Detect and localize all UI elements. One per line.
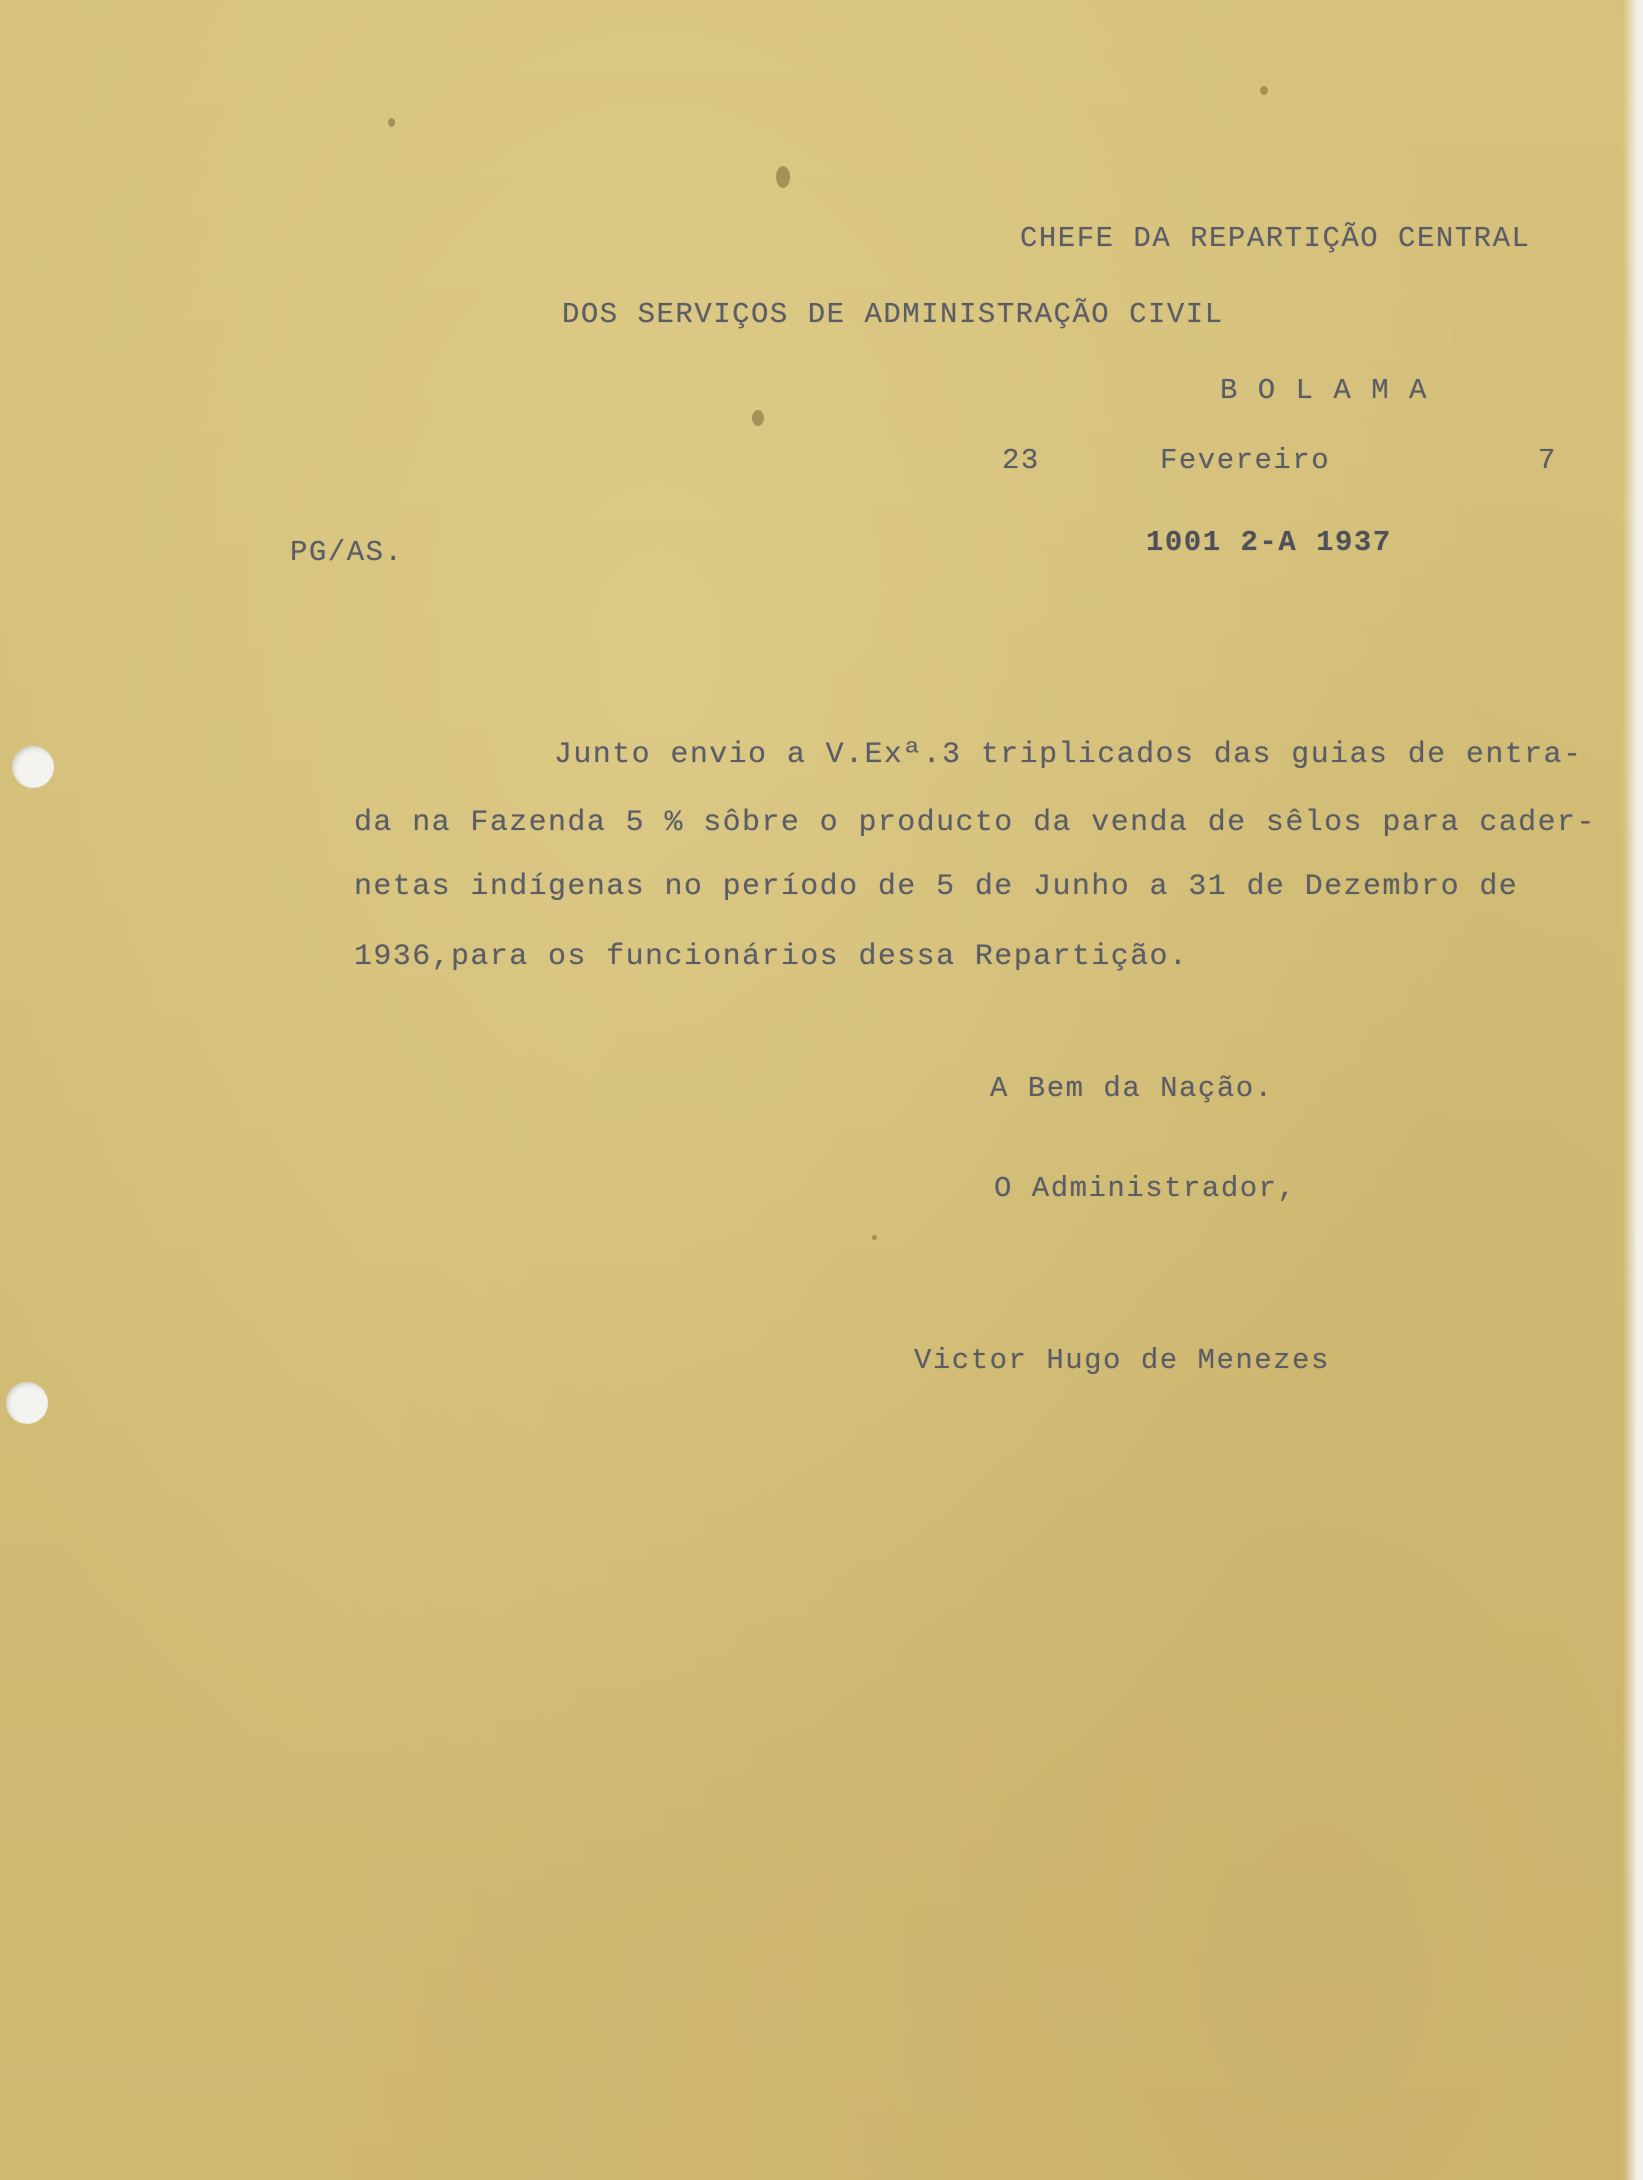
date-month: Fevereiro — [1160, 444, 1331, 477]
date-year-digit: 7 — [1538, 444, 1557, 477]
stain-speck — [872, 1235, 877, 1240]
stain-speck — [1260, 86, 1268, 95]
signatory-name: Victor Hugo de Menezes — [914, 1344, 1330, 1377]
body-line-4: 1936,para os funcionários dessa Repartição. — [354, 940, 1189, 974]
closing-salutation: A Bem da Nação. — [990, 1072, 1274, 1105]
header-line-2: DOS SERVIÇOS DE ADMINISTRAÇÃO CIVIL — [562, 298, 1224, 331]
stain-speck — [388, 118, 395, 127]
registry-stamp: 1001 2-A 1937 — [1146, 526, 1392, 559]
punch-hole-bottom — [6, 1382, 48, 1424]
header-line-1: CHEFE DA REPARTIÇÃO CENTRAL — [1020, 222, 1531, 255]
body-line-1: Junto envio a V.Exª.3 triplicados das guias de entra- — [554, 738, 1583, 772]
closing-title: O Administrador, — [994, 1172, 1297, 1205]
body-line-2: da na Fazenda 5 % sôbre o producto da venda de sêlos para cader- — [354, 806, 1596, 840]
paper-edge — [1623, 0, 1643, 2180]
stain-speck — [776, 166, 790, 188]
stain-speck — [752, 410, 764, 426]
body-line-3: netas indígenas no período de 5 de Junho a 31 de Dezembro de — [354, 870, 1519, 904]
date-day: 23 — [1002, 444, 1040, 477]
reference-code: PG/AS. — [290, 536, 404, 569]
punch-hole-top — [12, 746, 54, 788]
header-city: B O L A M A — [1220, 374, 1428, 407]
